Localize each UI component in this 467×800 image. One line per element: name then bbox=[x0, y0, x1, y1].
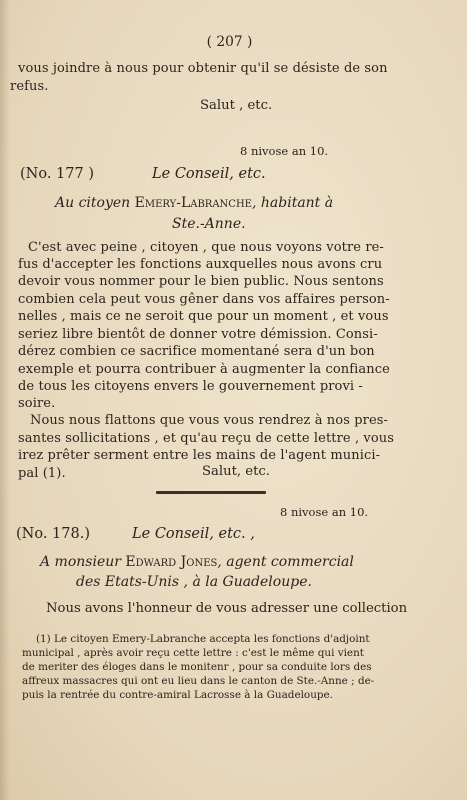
addressee-suffix: , habitant à bbox=[251, 195, 334, 211]
footnote-line: affreux massacres qui ont eu lieu dans le canton de Ste.-Anne ; de- bbox=[22, 675, 375, 687]
letter-178-addressee-line-2: des Etats-Unis , à la Guadeloupe. bbox=[76, 574, 312, 590]
letter-177-line: combien cela peut vous gêner dans vos affaires person- bbox=[18, 292, 390, 307]
letter-177-line: exemple et pourra contribuer à augmenter la confiance bbox=[18, 362, 390, 377]
letter-177-line: pal (1). bbox=[18, 466, 66, 481]
letter-177-line: C'est avec peine , citoyen , que nous voyons votre re- bbox=[28, 240, 384, 255]
intro-line-1: vous joindre à nous pour obtenir qu'il se désiste de son bbox=[18, 61, 388, 76]
footnote-line: municipal , après avoir reçu cette lettre : c'est le même qui vient bbox=[22, 647, 364, 659]
letter-177-sender: Le Conseil, etc. bbox=[152, 166, 266, 182]
intro-line-2: refus. bbox=[10, 79, 49, 94]
addressee-prefix: A monsieur bbox=[40, 554, 121, 570]
letter-177-number: (No. 177 ) bbox=[20, 166, 94, 182]
footnote-line: puis la rentrée du contre-amiral Lacrosse à la Guadeloupe. bbox=[22, 689, 333, 701]
section-divider bbox=[156, 491, 266, 494]
letter-177-addressee-place: Ste.-Anne. bbox=[172, 216, 246, 232]
addressee-prefix: Au citoyen bbox=[55, 195, 131, 211]
letter-178-sender: Le Conseil, etc. , bbox=[132, 526, 255, 542]
letter-177-line: fus d'accepter les fonctions auxquelles nous avons cru bbox=[18, 257, 383, 272]
footnote-line: de meriter des éloges dans le monitenr , pour sa conduite lors des bbox=[22, 661, 372, 673]
addressee-name: Emery-Labranche bbox=[134, 195, 252, 211]
letter-178-number: (No. 178.) bbox=[16, 526, 90, 542]
page-edge-shadow bbox=[0, 0, 10, 800]
letter-178-date: 8 nivose an 10. bbox=[280, 505, 369, 519]
letter-177-line: Nous nous flattons que vous vous rendrez à nos pres- bbox=[30, 413, 389, 428]
intro-closing: Salut , etc. bbox=[200, 98, 273, 113]
page-number: ( 207 ) bbox=[206, 34, 253, 50]
letter-177-line: irez prêter serment entre les mains de l'agent munici- bbox=[18, 448, 381, 463]
letter-177-date: 8 nivose an 10. bbox=[240, 144, 329, 158]
letter-177-line: santes sollicitations , et qu'au reçu de cette lettre , vous bbox=[18, 431, 395, 446]
addressee-name: Edward Jones bbox=[125, 554, 218, 570]
footnote-line: (1) Le citoyen Emery-Labranche accepta les fonctions d'adjoint bbox=[36, 633, 370, 645]
letter-177-line: devoir vous nommer pour le bien public. Nous sentons bbox=[18, 274, 384, 289]
letter-177-line: seriez libre bientôt de donner votre démission. Consi- bbox=[18, 327, 378, 342]
letter-177-line: soire. bbox=[18, 396, 56, 411]
letter-177-line: de tous les citoyens envers le gouvernement provi - bbox=[18, 379, 363, 394]
addressee-suffix: , agent commercial bbox=[217, 554, 354, 570]
letter-177-line: nelles , mais ce ne seroit que pour un moment , et vous bbox=[18, 309, 389, 324]
letter-178-first-line: Nous avons l'honneur de vous adresser une collection bbox=[46, 601, 408, 616]
letter-177-line: dérez combien ce sacrifice momentané sera d'un bon bbox=[18, 344, 375, 359]
letter-177-addressee bbox=[55, 196, 333, 210]
letter-177-closing: Salut, etc. bbox=[202, 464, 270, 479]
letter-178-addressee bbox=[40, 555, 354, 569]
